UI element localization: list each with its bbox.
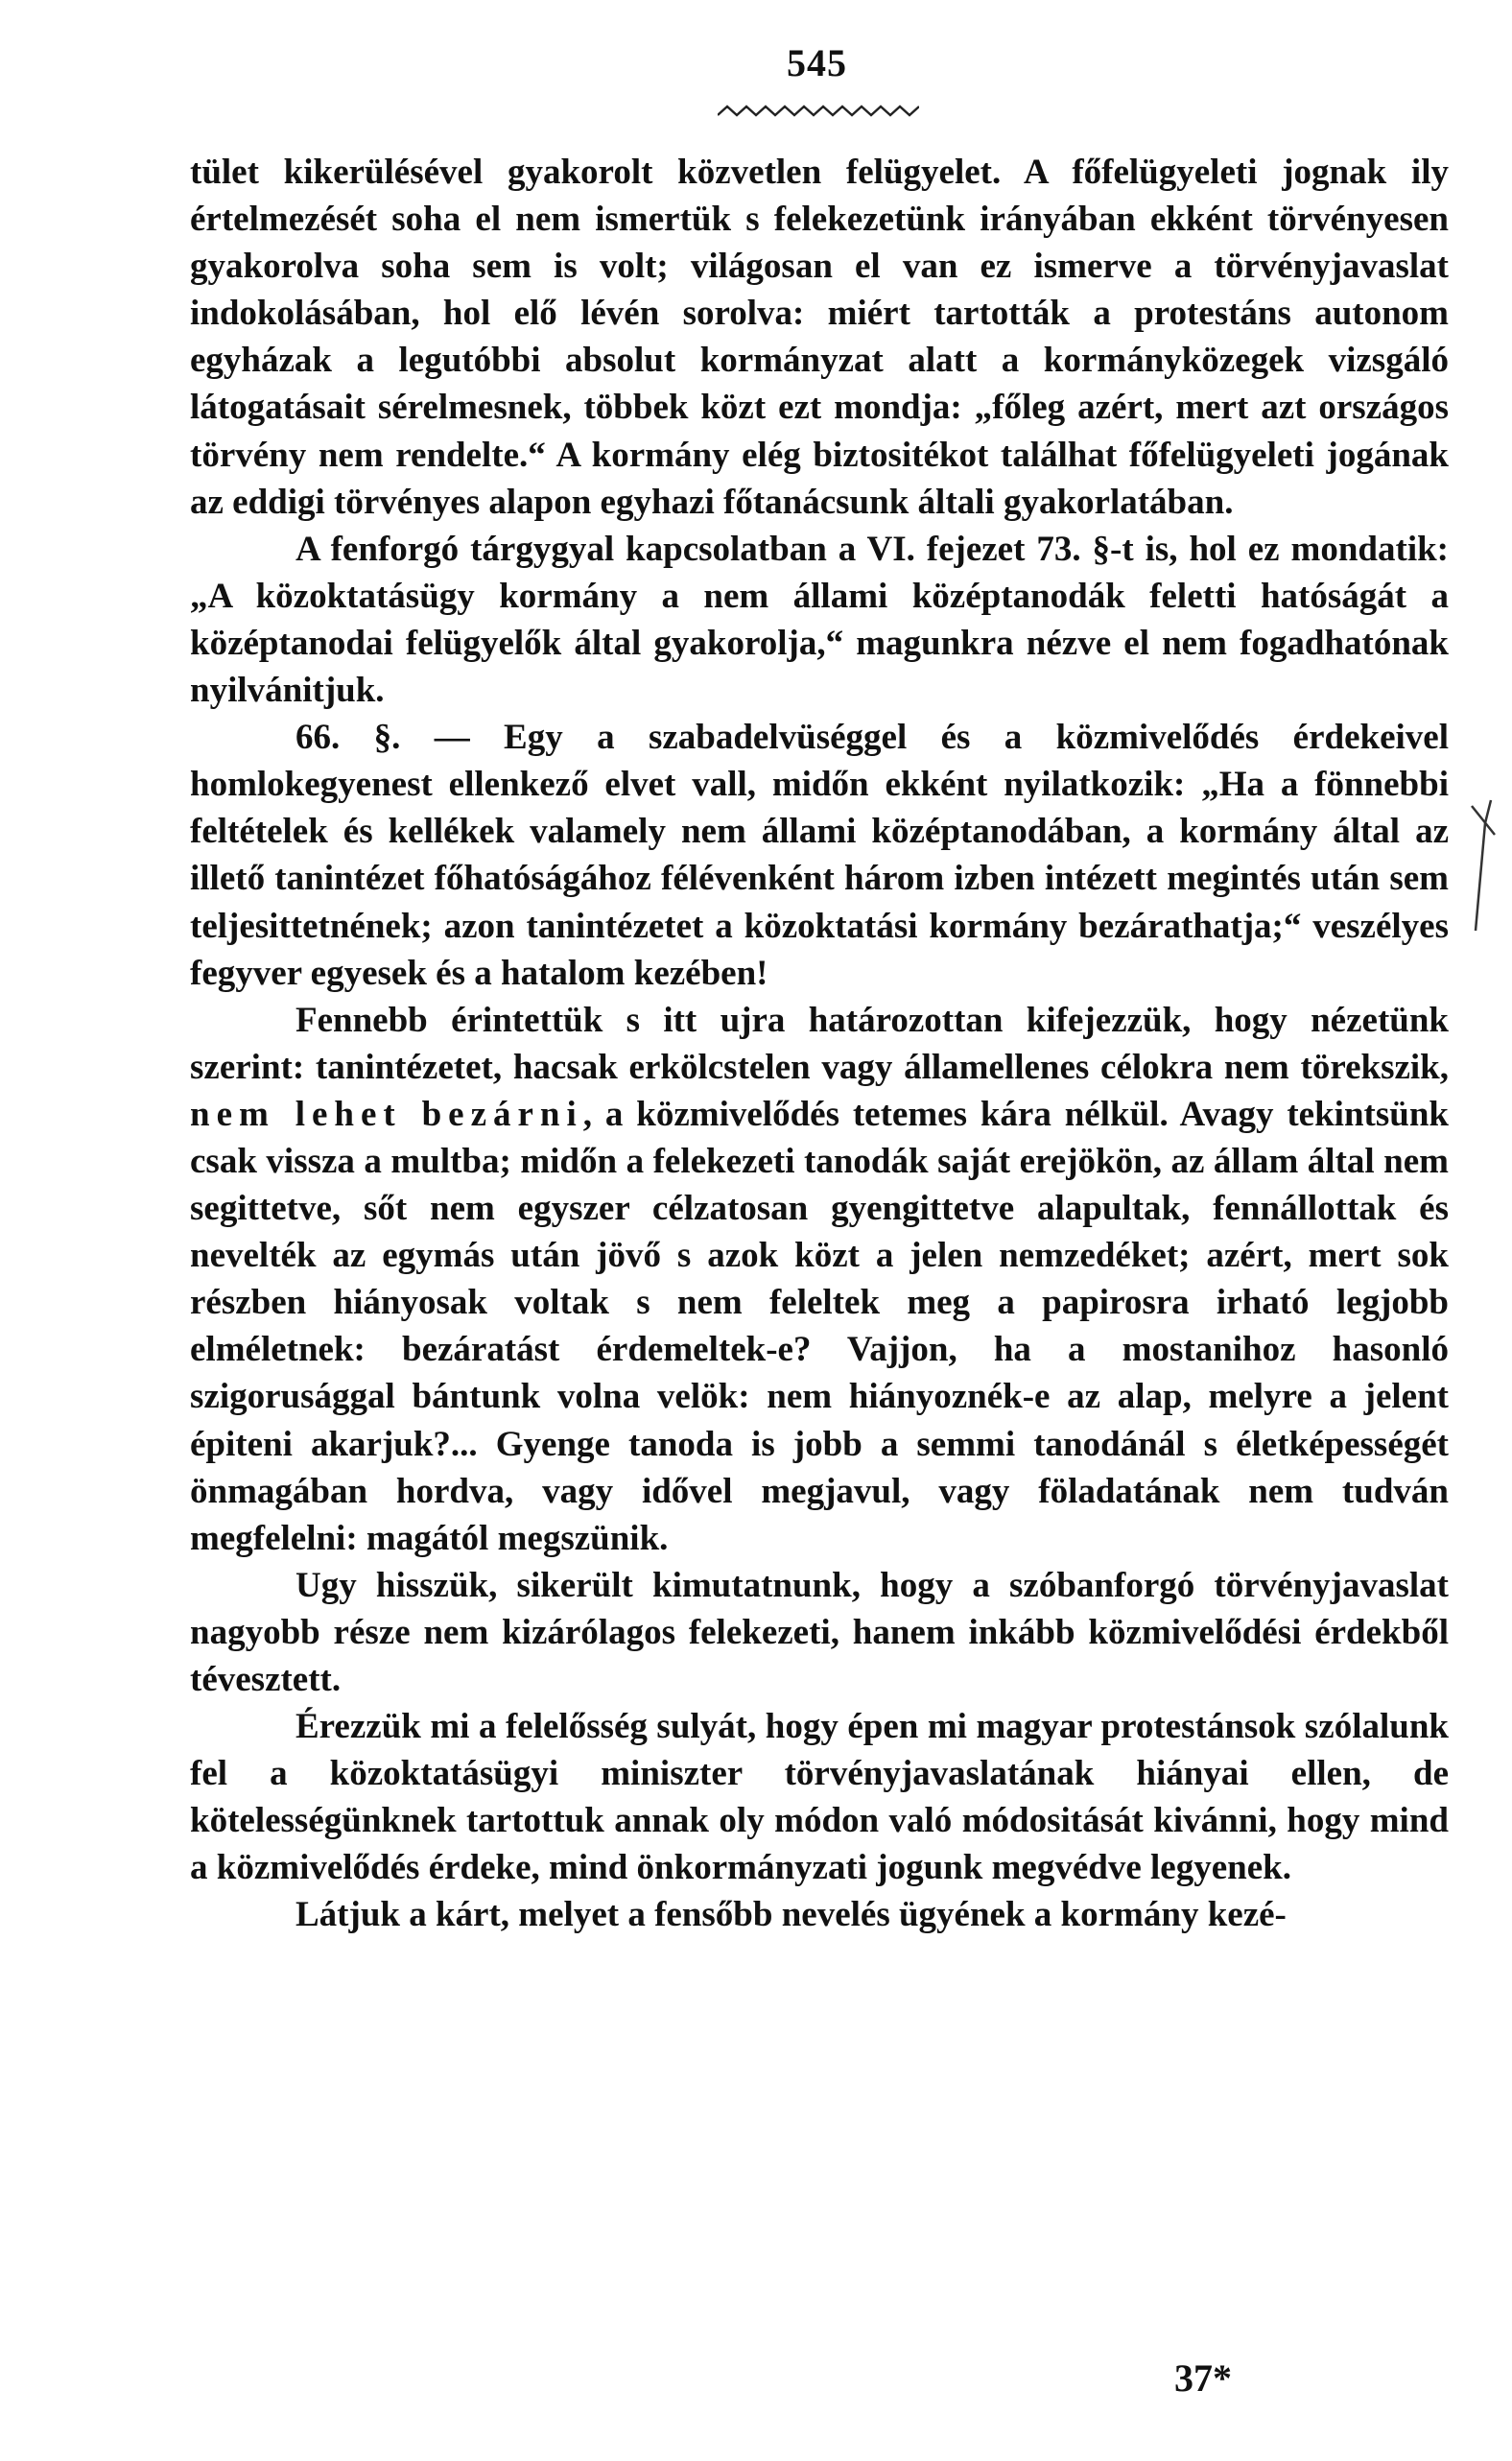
margin-pencil-mark bbox=[1466, 796, 1504, 931]
signature-mark: 37* bbox=[1174, 2356, 1232, 2400]
paragraph-text: nem lehet bezárni bbox=[190, 1094, 583, 1134]
paragraph-text: 66. §. — Egy a szabadelvüséggel és a közmivelődés érdekeivel homlokegyenest ellenkező elvet vall, midőn ekként nyilatkozik: „Ha a fönnebbi feltételek és kellékek valamely nem állami középtanodában, a kormány által az illető tanintézet főhatóságához félévenként három izben intézett megintés után sem teljesittetnének; azon tanintézetet a közoktatási kormány bezárathatja;“ veszélyes fegyver egyesek és a hatalom kezében! bbox=[190, 718, 1449, 993]
paragraph bbox=[190, 1562, 1449, 1703]
text-body bbox=[190, 149, 1449, 1939]
page-number: 545 bbox=[787, 41, 847, 84]
paragraph-text: Fennebb érintettük s itt ujra határozottan kifejezzük, hogy nézetünk szerint: tanintézetet, hacsak erkölcstelen vagy államellenes célokra nem törekszik, bbox=[190, 1000, 1449, 1087]
paragraph-text: Érezzük mi a felelősség sulyát, hogy épen mi magyar protestánsok szólalunk fel a közoktatásügyi miniszter törvényjavaslatának hiányai ellen, de kötelességünknek tartottuk annak oly módon való módositását kivánni, hogy mind a közmivelődés érdeke, mind önkormányzati jogunk megvédve legyenek. bbox=[190, 1707, 1449, 1888]
paragraph-text: tület kikerülésével gyakorolt közvetlen felügyelet. A főfelügyeleti jognak ily értelmezését soha el nem ismertük s felekezetünk irányában ekként törvényesen gyakorolva soha sem is volt; világosan el van ez ismerve a törvényjavaslat indokolásában, hol elő lévén sorolva: miért tartották a protestáns autonom egyházak a legutóbbi absolut kormányzat alatt a kormányközegek vizsgáló látogatásait sérelmesnek, többek közt ezt mondja: „főleg azért, mert azt országos törvény nem rendelte.“ A kormány elég biztositékot találhat főfelügyeleti jogának az eddigi törvényes alapon egyhazi főtanácsunk általi gyakorlatában. bbox=[190, 153, 1449, 522]
paragraph-text: , a közmivelődés tetemes kára nélkül. Avagy tekintsünk csak vissza a multba; midőn a felekezeti tanodák saját erejökön, az állam által nem segittetve, sőt nem egyszer célzatosan gyengittetve alapultak, fennállottak és nevelték az egymás után jövő s azok közt a jelen nemzedéket; azért, mert sok részben hiányosak voltak s nem feleltek meg a papirosra irható legjobb elméletnek: bezáratást érdemeltek-e? Vajjon, ha a mostanihoz hasonló szigorusággal bántunk volna velök: nem hiányoznék-e az alap, melyre a jelent épiteni akarjuk?... Gyenge tanoda is jobb a semmi tanodánál s életképességét önmagában hordva, vagy idővel megjavul, vagy föladatának nem tudván megfelelni: magától megszünik. bbox=[190, 1094, 1449, 1558]
paragraph-text: A fenforgó tárgygyal kapcsolatban a VI. fejezet 73. §-t is, hol ez mondatik: „A közoktatásügy kormány a nem állami középtanodák feletti hatóságát a középtanodai felügyelők által gyakorolja,“ magunkra nézve el nem fogadhatónak nyilvánitjuk. bbox=[190, 529, 1449, 711]
paragraph bbox=[190, 1703, 1449, 1891]
paragraph-text: Látjuk a kárt, melyet a fensőbb nevelés ügyének a kormány kezé- bbox=[295, 1895, 1287, 1935]
paragraph-text: Ugy hisszük, sikerült kimutatnunk, hogy a szóbanforgó törvényjavaslat nagyobb része nem kizárólagos felekezeti, hanem inkább közmivelődési érdekből tévesztett. bbox=[190, 1565, 1449, 1699]
paragraph bbox=[190, 526, 1449, 714]
page-number-ornament bbox=[718, 104, 919, 117]
paragraph bbox=[190, 1891, 1449, 1938]
paragraph bbox=[190, 149, 1449, 526]
paragraph bbox=[190, 997, 1449, 1562]
paragraph bbox=[190, 714, 1449, 997]
